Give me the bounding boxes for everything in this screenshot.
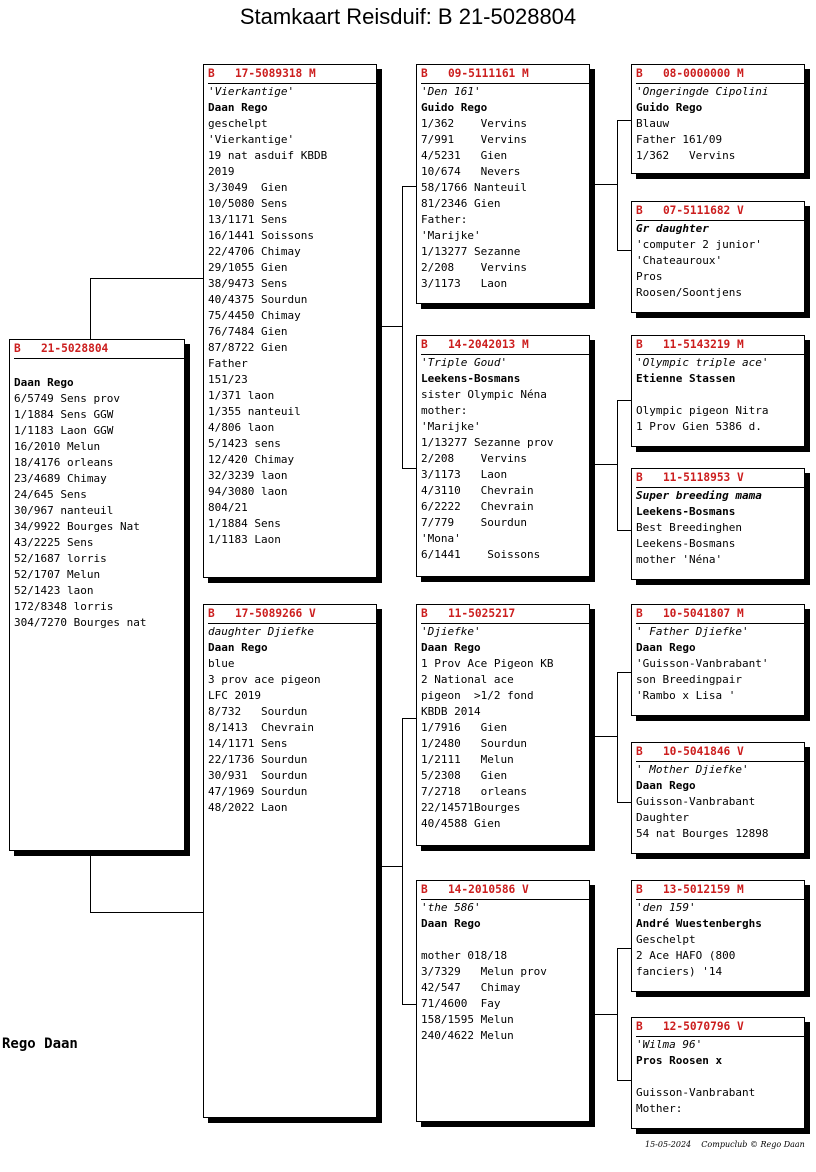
pedigree-line: 16/2010 Melun	[14, 440, 101, 453]
pigeon-card-sire-sire-sire	[631, 64, 805, 174]
pedigree-line: 'Olympic triple ace'	[636, 356, 769, 369]
connector-line	[617, 672, 618, 802]
pedigree-line: Leekens-Bosmans	[636, 505, 736, 518]
pedigree-line: 2 National ace	[421, 673, 514, 686]
pedigree-line: Etienne Stassen	[636, 372, 736, 385]
pedigree-line: 1/2480 Sourdun	[421, 737, 527, 750]
pedigree-line: Pros	[636, 270, 663, 283]
pedigree-line: Olympic pigeon Nitra	[636, 404, 769, 417]
connector-line	[402, 186, 417, 187]
pedigree-line: Daughter	[636, 811, 689, 824]
pedigree-line: 3/3049 Gien	[208, 181, 288, 194]
ring-number: B 13-5012159 M	[636, 882, 804, 900]
pedigree-line: 38/9473 Sens	[208, 277, 288, 290]
pedigree-line: son Breedingpair	[636, 673, 742, 686]
pedigree-line: Guisson-Vanbrabant	[636, 795, 756, 808]
pedigree-line: Daan Rego	[14, 376, 74, 389]
connector-line	[617, 120, 632, 121]
pedigree-line: Best Breedinghen	[636, 521, 742, 534]
pedigree-line: 304/7270 Bourges nat	[14, 616, 147, 629]
connector-line	[617, 530, 632, 531]
connector-line	[589, 1014, 617, 1015]
pigeon-card-dam	[203, 604, 377, 1118]
pedigree-line: 'Wilma 96'	[636, 1038, 703, 1051]
pigeon-card-sire-sire-dam	[631, 201, 805, 313]
pigeon-card-sire	[203, 64, 377, 578]
pedigree-line: 1/371 laon	[208, 389, 275, 402]
pedigree-line: 172/8348 lorris	[14, 600, 114, 613]
pedigree-line: 'computer 2 junior'	[636, 238, 762, 251]
pigeon-card-dam-sire-sire	[631, 604, 805, 716]
pedigree-line: sister Olympic Néna	[421, 388, 547, 401]
pedigree-line: 1 Prov Ace Pigeon KB	[421, 657, 554, 670]
connector-line	[617, 400, 632, 401]
pedigree-line: 7/2718 orleans	[421, 785, 527, 798]
pedigree-line: 7/779 Sourdun	[421, 516, 527, 529]
pedigree-line: 43/2225 Sens	[14, 536, 94, 549]
pedigree-line: 'Ongeringde Cipolini	[636, 85, 769, 98]
pedigree-line: 76/7484 Gien	[208, 325, 288, 338]
pigeon-card-dam-dam	[416, 880, 590, 1122]
connector-line	[617, 1080, 632, 1081]
pedigree-line: 42/547 Chimay	[421, 981, 521, 994]
pedigree-line: 71/4600 Fay	[421, 997, 501, 1010]
pedigree-line: 1/1884 Sens GGW	[14, 408, 114, 421]
pedigree-line: 'Marijke'	[421, 420, 481, 433]
pedigree-line: 1/362 Vervins	[636, 149, 736, 162]
ring-number: B 09-5111161 M	[421, 66, 589, 84]
connector-line	[402, 718, 417, 719]
pedigree-line: 2019	[208, 165, 235, 178]
ring-number: B 14-2042013 M	[421, 337, 589, 355]
pedigree-line: 22/1736 Sourdun	[208, 753, 308, 766]
pigeon-card-dam-sire	[416, 604, 590, 846]
pedigree-line: Guido Rego	[421, 101, 488, 114]
connector-line	[589, 464, 617, 465]
pedigree-line: Gr daughter	[636, 222, 709, 235]
connector-line	[90, 850, 91, 912]
pedigree-line: 47/1969 Sourdun	[208, 785, 308, 798]
connector-line	[402, 186, 403, 468]
pedigree-line: 1 Prov Gien 5386 d.	[636, 420, 762, 433]
ring-number: B 14-2010586 V	[421, 882, 589, 900]
pedigree-line: 1/355 nanteuil	[208, 405, 301, 418]
pedigree-line: mother 018/18	[421, 949, 508, 962]
pedigree-line: 5/2308 Gien	[421, 769, 508, 782]
ring-number: B 11-5118953 V	[636, 470, 804, 488]
pedigree-line: 3/1173 Laon	[421, 468, 508, 481]
pedigree-line	[421, 932, 589, 948]
pedigree-line: 1/362 Vervins	[421, 117, 527, 130]
pedigree-line: Guisson-Vanbrabant	[636, 1086, 756, 1099]
pedigree-line: Daan Rego	[208, 641, 268, 654]
pedigree-line	[14, 359, 184, 375]
pedigree-line: Super breeding mama	[636, 489, 762, 502]
pedigree-line: 3 prov ace pigeon	[208, 673, 321, 686]
pedigree-line: 'Vierkantige'	[208, 85, 295, 98]
pedigree-line: 'Djiefke'	[421, 625, 481, 638]
pedigree-line: 6/5749 Sens prov	[14, 392, 120, 405]
pedigree-line: LFC 2019	[208, 689, 261, 702]
pedigree-line: 5/1423 sens	[208, 437, 281, 450]
pedigree-line: Geschelpt	[636, 933, 696, 946]
connector-line	[617, 948, 632, 949]
pedigree-line: 'Triple Goud'	[421, 356, 508, 369]
pedigree-line: 2/208 Vervins	[421, 452, 527, 465]
connector-line	[617, 400, 618, 530]
pedigree-line: mother:	[421, 404, 468, 417]
pedigree-line: André Wuestenberghs	[636, 917, 762, 930]
pedigree-line: Pros Roosen x	[636, 1054, 723, 1067]
connector-line	[617, 120, 618, 250]
pedigree-line	[636, 387, 804, 403]
pedigree-line: 87/8722 Gien	[208, 341, 288, 354]
pedigree-line: 30/967 nanteuil	[14, 504, 114, 517]
pedigree-line: 18/4176 orleans	[14, 456, 114, 469]
connector-line	[617, 672, 632, 673]
pedigree-line: 'Mona'	[421, 532, 461, 545]
pedigree-line: 29/1055 Gien	[208, 261, 288, 274]
pedigree-line: 1/1183 Laon GGW	[14, 424, 114, 437]
pedigree-line: 52/1707 Melun	[14, 568, 101, 581]
pedigree-line: Mother:	[636, 1102, 683, 1115]
pigeon-card-subject	[9, 339, 185, 851]
pedigree-line: Daan Rego	[421, 917, 481, 930]
pedigree-line: 34/9922 Bourges Nat	[14, 520, 140, 533]
pedigree-line: 14/1171 Sens	[208, 737, 288, 750]
connector-line	[617, 948, 618, 1080]
pedigree-line: 8/1413 Chevrain	[208, 721, 314, 734]
pedigree-line: daughter Djiefke	[208, 625, 314, 638]
pedigree-line: Leekens-Bosmans	[636, 537, 736, 550]
pedigree-line: Roosen/Soontjens	[636, 286, 742, 299]
pedigree-line: Daan Rego	[636, 641, 696, 654]
pedigree-line: 48/2022 Laon	[208, 801, 288, 814]
connector-line	[589, 184, 617, 185]
pedigree-line: 2 Ace HAFO (800	[636, 949, 736, 962]
pedigree-line: 6/1441 Soissons	[421, 548, 541, 561]
pedigree-line: 13/1171 Sens	[208, 213, 288, 226]
pedigree-line	[636, 1069, 804, 1085]
pedigree-line: 7/991 Vervins	[421, 133, 527, 146]
pedigree-line: 81/2346 Gien	[421, 197, 501, 210]
pedigree-line: 'Guisson-Vanbrabant'	[636, 657, 769, 670]
pedigree-line: geschelpt	[208, 117, 268, 130]
pedigree-line: 12/420 Chimay	[208, 453, 295, 466]
pedigree-line: 151/23	[208, 373, 248, 386]
pedigree-line: 158/1595 Melun	[421, 1013, 514, 1026]
connector-line	[402, 468, 417, 469]
connector-line	[376, 326, 402, 327]
connector-line	[402, 718, 403, 1004]
ring-number: B 07-5111682 V	[636, 203, 804, 221]
pedigree-line: KBDB 2014	[421, 705, 481, 718]
ring-number: B 17-5089266 V	[208, 606, 376, 624]
connector-line	[617, 802, 632, 803]
pedigree-line: 75/4450 Chimay	[208, 309, 301, 322]
pedigree-line: 40/4375 Sourdun	[208, 293, 308, 306]
pedigree-line: 3/7329 Melun prov	[421, 965, 547, 978]
pedigree-line: 1/1183 Laon	[208, 533, 281, 546]
pedigree-line: 6/2222 Chevrain	[421, 500, 534, 513]
pedigree-line: ' Father Djiefke'	[636, 625, 749, 638]
pedigree-line: 58/1766 Nanteuil	[421, 181, 527, 194]
connector-line	[617, 250, 632, 251]
connector-line	[376, 866, 402, 867]
pedigree-line: 'Den 161'	[421, 85, 481, 98]
pedigree-line: 2/208 Vervins	[421, 261, 527, 274]
pedigree-line: Father 161/09	[636, 133, 723, 146]
pedigree-line: 'Marijke'	[421, 229, 481, 242]
connector-line	[402, 1004, 417, 1005]
connector-line	[589, 736, 617, 737]
pedigree-line: Daan Rego	[208, 101, 268, 114]
pedigree-line: Leekens-Bosmans	[421, 372, 521, 385]
pedigree-line: 4/3110 Chevrain	[421, 484, 534, 497]
pedigree-line: 1/7916 Gien	[421, 721, 508, 734]
connector-line	[90, 912, 204, 913]
pedigree-line: mother 'Néna'	[636, 553, 723, 566]
pedigree-line: blue	[208, 657, 235, 670]
pedigree-line: 16/1441 Soissons	[208, 229, 314, 242]
pedigree-line: 30/931 Sourdun	[208, 769, 308, 782]
pedigree-line: 22/14571Bourges	[421, 801, 521, 814]
connector-line	[90, 278, 91, 340]
ring-number: B 08-0000000 M	[636, 66, 804, 84]
pedigree-line: 10/5080 Sens	[208, 197, 288, 210]
pedigree-line: Daan Rego	[636, 779, 696, 792]
ring-number: B 11-5143219 M	[636, 337, 804, 355]
pedigree-line: Blauw	[636, 117, 670, 130]
pedigree-line: 'Rambo x Lisa '	[636, 689, 736, 702]
pedigree-line: 4/806 laon	[208, 421, 275, 434]
pedigree-line: 'the 586'	[421, 901, 481, 914]
owner-name: Rego Daan	[2, 1036, 78, 1052]
pedigree-line: 23/4689 Chimay	[14, 472, 107, 485]
pedigree-line: ' Mother Djiefke'	[636, 763, 749, 776]
pedigree-line: pigeon >1/2 fond	[421, 689, 534, 702]
page-title: Stamkaart Reisduif: B 21-5028804	[239, 4, 577, 29]
pedigree-line: 24/645 Sens	[14, 488, 87, 501]
pedigree-line: 54 nat Bourges 12898	[636, 827, 769, 840]
connector-line	[90, 278, 204, 279]
pigeon-card-dam-sire-dam	[631, 742, 805, 854]
pedigree-line: 8/732 Sourdun	[208, 705, 308, 718]
footer-credit: 15-05-2024 Compuclub © Rego Daan	[645, 1140, 805, 1149]
ring-number: B 17-5089318 M	[208, 66, 376, 84]
pigeon-card-sire-dam	[416, 335, 590, 577]
pedigree-line: 52/1423 laon	[14, 584, 94, 597]
ring-number: B 12-5070796 V	[636, 1019, 804, 1037]
pedigree-line: 22/4706 Chimay	[208, 245, 301, 258]
pedigree-line: 3/1173 Laon	[421, 277, 508, 290]
pedigree-line: 10/674 Nevers	[421, 165, 521, 178]
ring-number: B 21-5028804	[14, 341, 184, 359]
pedigree-line: 1/2111 Melun	[421, 753, 514, 766]
pedigree-line: Father:	[421, 213, 468, 226]
pedigree-line: 4/5231 Gien	[421, 149, 508, 162]
pedigree-line: 94/3080 laon	[208, 485, 288, 498]
pedigree-line: 804/21	[208, 501, 248, 514]
pigeon-card-sire-sire	[416, 64, 590, 304]
ring-number: B 10-5041846 V	[636, 744, 804, 762]
pedigree-line: 1/13277 Sezanne	[421, 245, 521, 258]
pedigree-line: 19 nat asduif KBDB	[208, 149, 328, 162]
pedigree-line: 32/3239 laon	[208, 469, 288, 482]
pedigree-line: fanciers) '14	[636, 965, 723, 978]
pedigree-line: Guido Rego	[636, 101, 703, 114]
pedigree-line: 'Chateauroux'	[636, 254, 723, 267]
pedigree-line: 240/4622 Melun	[421, 1029, 514, 1042]
pigeon-card-sire-dam-sire	[631, 335, 805, 447]
ring-number: B 10-5041807 M	[636, 606, 804, 624]
ring-number: B 11-5025217	[421, 606, 589, 624]
pedigree-line: 'Vierkantige'	[208, 133, 295, 146]
pedigree-line: 1/13277 Sezanne prov	[421, 436, 554, 449]
pedigree-line: Father	[208, 357, 248, 370]
pedigree-line: 1/1884 Sens	[208, 517, 281, 530]
pedigree-line: 40/4588 Gien	[421, 817, 501, 830]
pedigree-line: Daan Rego	[421, 641, 481, 654]
pigeon-card-dam-dam-dam	[631, 1017, 805, 1129]
pedigree-line: 52/1687 lorris	[14, 552, 107, 565]
pedigree-line: 'den 159'	[636, 901, 696, 914]
pigeon-card-dam-dam-sire	[631, 880, 805, 992]
pigeon-card-sire-dam-dam	[631, 468, 805, 580]
